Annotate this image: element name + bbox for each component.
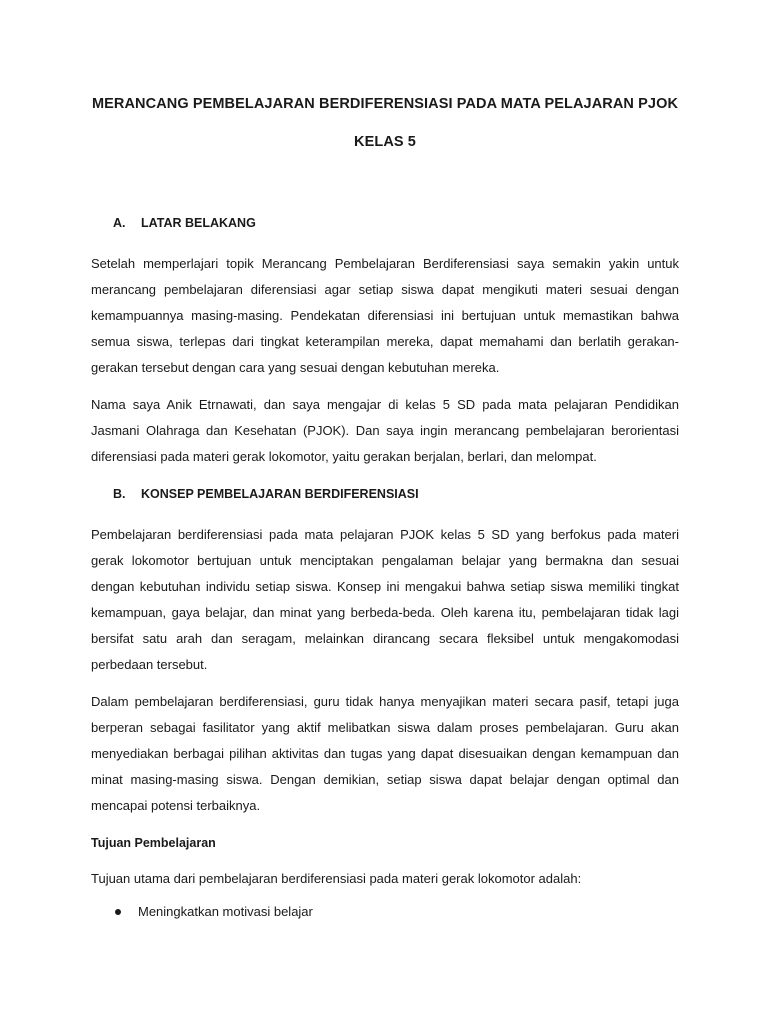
tujuan-bullet-list: [91, 902, 679, 922]
section-b-heading: [91, 485, 679, 503]
section-b-title: KONSEP PEMBELAJARAN BERDIFERENSIASI: [141, 487, 419, 501]
section-a-letter: A.: [113, 216, 126, 230]
section-b-paragraph-2: Dalam pembelajaran berdiferensiasi, guru tidak hanya menyajikan materi secara pasif, tetapi juga berperan sebagai fasilitator yang aktif melibatkan siswa dalam proses pembelajaran. Guru akan menyediakan berbagai pilihan aktivitas dan tugas yang dapat disesuaikan dengan kemampuan dan minat masing-masing siswa. Dengan demikian, setiap siswa dapat belajar dengan optimal dan mencapai potensi terbaiknya.: [91, 694, 679, 813]
section-a-paragraph-1: Setelah memperlajari topik Merancang Pembelajaran Berdiferensiasi saya semakin yakin untuk merancang pembelajaran diferensiasi agar setiap siswa dapat mengikuti materi sesuai dengan kemampuannya masing-masing. Pendekatan diferensiasi ini bertujuan untuk memastikan bahwa semua siswa, terlepas dari tingkat keterampilan mereka, dapat memahami dan berlatih gerakan-gerakan tersebut dengan cara yang sesuai dengan kebutuhan mereka.: [91, 256, 679, 375]
list-item: [91, 902, 679, 922]
tujuan-heading: Tujuan Pembelajaran: [91, 836, 216, 850]
document-title-line1: MERANCANG PEMBELAJARAN BERDIFERENSIASI PADA MATA PELAJARAN PJOK: [91, 96, 679, 112]
section-a-title: LATAR BELAKANG: [141, 216, 256, 230]
section-a-paragraph-2: Nama saya Anik Etrnawati, dan saya mengajar di kelas 5 SD pada mata pelajaran Pendidikan Jasmani Olahraga dan Kesehatan (PJOK). Dan saya ingin merancang pembelajaran berorientasi diferensiasi pada materi gerak lokomotor, yaitu gerakan berjalan, berlari, dan melompat.: [91, 397, 679, 464]
document-title-line2: KELAS 5: [354, 134, 416, 150]
bullet-icon: [115, 909, 121, 915]
tujuan-intro: Tujuan utama dari pembelajaran berdiferensiasi pada materi gerak lokomotor adalah:: [91, 871, 582, 886]
section-b-paragraph-1: Pembelajaran berdiferensiasi pada mata pelajaran PJOK kelas 5 SD yang berfokus pada materi gerak lokomotor bertujuan untuk menciptakan pengalaman belajar yang bermakna dan sesuai dengan kebutuhan individu setiap siswa. Konsep ini mengakui bahwa setiap siswa memiliki tingkat kemampuan, gaya belajar, dan minat yang berbeda-beda. Oleh karena itu, pembelajaran tidak lagi bersifat satu arah dan seragam, melainkan dirancang secara fleksibel untuk mengakomodasi perbedaan tersebut.: [91, 527, 679, 672]
section-b-letter: B.: [113, 487, 126, 501]
bullet-text: Meningkatkan motivasi belajar: [138, 904, 313, 919]
section-a-heading: [91, 214, 679, 232]
